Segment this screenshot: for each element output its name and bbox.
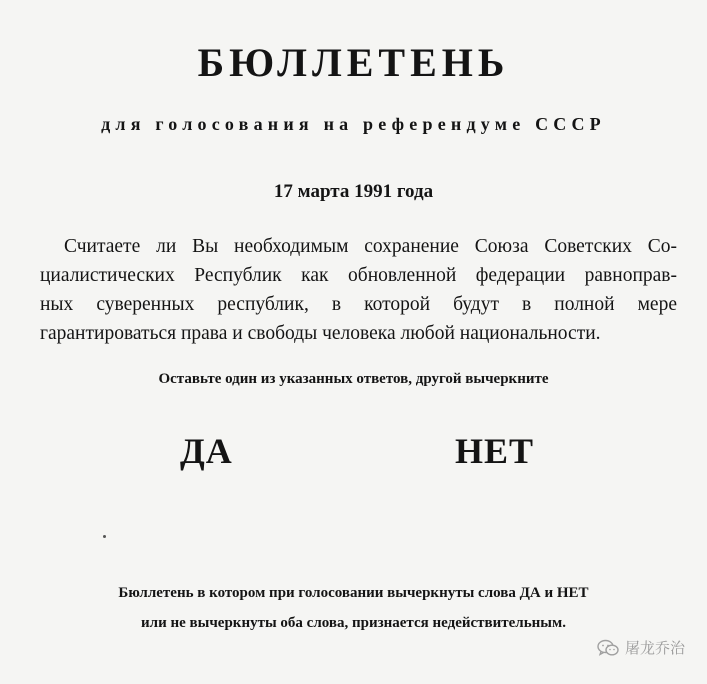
answer-no: НЕТ bbox=[455, 431, 535, 471]
answer-yes: ДА bbox=[180, 431, 233, 471]
paper-speck bbox=[103, 535, 106, 538]
question-line: Считаете ли Вы необходимым сохранение Союза Советских Со- bbox=[64, 236, 677, 257]
wechat-icon bbox=[597, 639, 619, 657]
note-line: Бюллетень в котором при голосовании вычеркнуты слова ДА и НЕТ bbox=[118, 585, 589, 601]
watermark bbox=[597, 637, 685, 658]
voting-instruction: Оставьте один из указанных ответов, другой вычеркните bbox=[158, 371, 549, 387]
watermark-text: 屠龙乔治 bbox=[624, 639, 685, 657]
question-line: циалистических Республик как обновленной федерации равноправ- bbox=[40, 265, 677, 286]
invalid-ballot-note bbox=[0, 578, 707, 638]
note-line: или не вычеркнуты оба слова, признается недействительным. bbox=[141, 615, 566, 631]
referendum-date: 17 марта 1991 года bbox=[273, 181, 434, 202]
ballot-subtitle: для голосования на референдуме СССР bbox=[101, 114, 606, 134]
question-line: гарантироваться права и свободы человека любой национальности. bbox=[40, 323, 601, 344]
referendum-question bbox=[40, 232, 677, 348]
question-line: ных суверенных республик, в которой будут в полной мере bbox=[40, 294, 677, 315]
ballot-title: БЮЛЛЕТЕНЬ bbox=[197, 40, 510, 85]
